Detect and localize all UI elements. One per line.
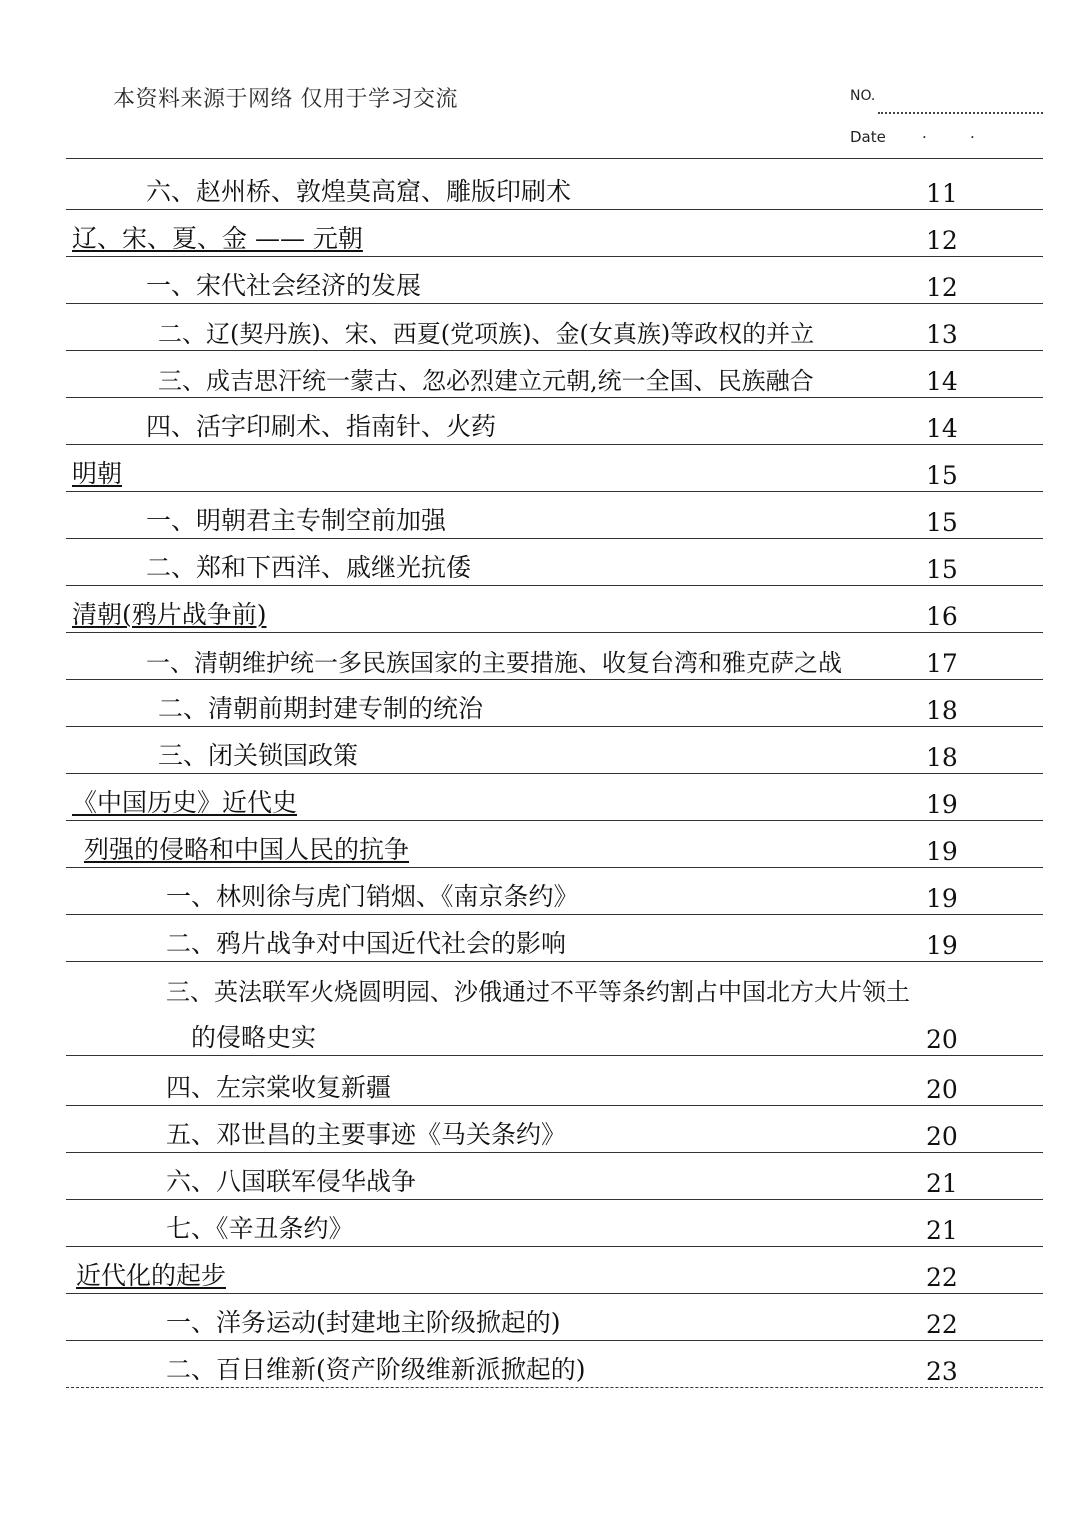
toc-entry-title: 四、活字印刷术、指南针、火药 (146, 412, 497, 441)
toc-entry-page: 20 (926, 1025, 958, 1054)
toc-entry (66, 1122, 1043, 1153)
toc-entry (66, 461, 1043, 492)
toc-entry (66, 1216, 1043, 1247)
toc-entry (66, 978, 1043, 1008)
date-dot: · (922, 128, 927, 146)
toc-entry-title: 二、辽(契丹族)、宋、西夏(党项族)、金(女真族)等政权的并立 (158, 320, 815, 348)
toc-entry-page: 19 (926, 884, 958, 913)
toc-entry-page: 16 (926, 602, 958, 631)
toc-entry-title: 二、清朝前期封建专制的统治 (158, 694, 484, 723)
toc-entry-page: 15 (926, 555, 958, 584)
toc-entry-title: 明朝 (72, 459, 123, 488)
toc-entry (66, 837, 1043, 868)
toc-entry-page: 15 (926, 508, 958, 537)
toc-entry-page: 14 (926, 367, 958, 396)
toc-entry (66, 508, 1043, 539)
toc-entry-page: 20 (926, 1075, 958, 1104)
toc-entry-page: 14 (926, 414, 958, 443)
toc-entry (66, 1075, 1043, 1106)
toc-entry (66, 790, 1043, 821)
toc-entry-page: 12 (926, 273, 958, 302)
toc-entry-title: 三、闭关锁国政策 (158, 741, 359, 770)
toc-entry (66, 743, 1043, 774)
toc-entry-title: 二、郑和下西洋、戚继光抗倭 (146, 553, 472, 582)
toc-entry-page: 11 (926, 179, 958, 208)
toc-entry-title: 三、成吉思汗统一蒙古、忽必烈建立元朝,统一全国、民族融合 (158, 367, 814, 395)
toc-entry-title: 六、赵州桥、敦煌莫高窟、雕版印刷术 (146, 177, 572, 206)
toc-entry-title: 三、英法联军火烧圆明园、沙俄通过不平等条约割占中国北方大片领土 (166, 978, 910, 1006)
toc-entry-page: 19 (926, 790, 958, 819)
toc-entry-title: 的侵略史实 (191, 1023, 317, 1052)
toc-entry-title: 六、八国联军侵华战争 (166, 1167, 417, 1196)
toc-entry-page: 22 (926, 1263, 958, 1292)
toc-entry (66, 1310, 1043, 1341)
toc-entry-title: 一、林则徐与虎门销烟、《南京条约》 (166, 882, 579, 911)
toc-entry-page: 19 (926, 837, 958, 866)
toc-entry (66, 1263, 1043, 1294)
toc-entry-title: 清朝(鸦片战争前) (72, 600, 267, 629)
toc-entry-title: 一、宋代社会经济的发展 (146, 271, 422, 300)
toc-entry-page: 18 (926, 696, 958, 725)
date-dot: · (970, 128, 975, 146)
toc-entry-page: 18 (926, 743, 958, 772)
toc-entry (66, 602, 1043, 633)
toc-entry (66, 884, 1043, 915)
toc-entry-title: 二、百日维新(资产阶级维新派掀起的) (166, 1355, 586, 1384)
toc-entry (66, 555, 1043, 586)
toc-entry-title: 《中国历史》近代史 (72, 788, 298, 817)
toc-entry (66, 226, 1043, 257)
toc-entry-title: 一、明朝君主专制空前加强 (146, 506, 447, 535)
toc-entry (66, 320, 1043, 351)
toc-entry (66, 696, 1043, 727)
toc-entry-page: 22 (926, 1310, 958, 1339)
toc-entry-page: 12 (926, 226, 958, 255)
toc-entry-page: 21 (926, 1169, 958, 1198)
toc-entry-title: 二、鸦片战争对中国近代社会的影响 (166, 929, 567, 958)
toc-entry (66, 414, 1043, 445)
toc-entry (66, 1169, 1043, 1200)
toc-entry-title: 五、邓世昌的主要事迹《马关条约》 (166, 1120, 567, 1149)
toc-entry (66, 931, 1043, 962)
toc-entry-page: 15 (926, 461, 958, 490)
toc-entry-title: 近代化的起步 (76, 1261, 227, 1290)
toc-entry-page: 23 (926, 1357, 958, 1386)
toc-entry (66, 1357, 1043, 1388)
toc-entry (66, 649, 1043, 680)
date-label: Date (850, 128, 886, 146)
header-note: 本资料来源于网络 仅用于学习交流 (113, 87, 458, 112)
toc-entry-title: 列强的侵略和中国人民的抗争 (84, 835, 410, 864)
toc-entry (66, 273, 1043, 304)
toc-entry-title: 七、《辛丑条约》 (166, 1214, 354, 1243)
toc-entry (66, 367, 1043, 398)
toc-entry-title: 四、左宗棠收复新疆 (166, 1073, 392, 1102)
toc-entry-title: 辽、宋、夏、金 —— 元朝 (72, 224, 363, 253)
no-label: NO. (850, 88, 876, 104)
toc-entry-page: 17 (926, 649, 958, 678)
toc-entry-page: 19 (926, 931, 958, 960)
toc-entry-title: 一、洋务运动(封建地主阶级掀起的) (166, 1308, 561, 1337)
toc-entry-page: 20 (926, 1122, 958, 1151)
toc-entry-title: 一、清朝维护统一多民族国家的主要措施、收复台湾和雅克萨之战 (146, 649, 842, 677)
toc-entry-page: 13 (926, 320, 958, 349)
toc-entry (66, 179, 1043, 210)
toc-entry-page: 21 (926, 1216, 958, 1245)
toc-entry (66, 1025, 1043, 1056)
